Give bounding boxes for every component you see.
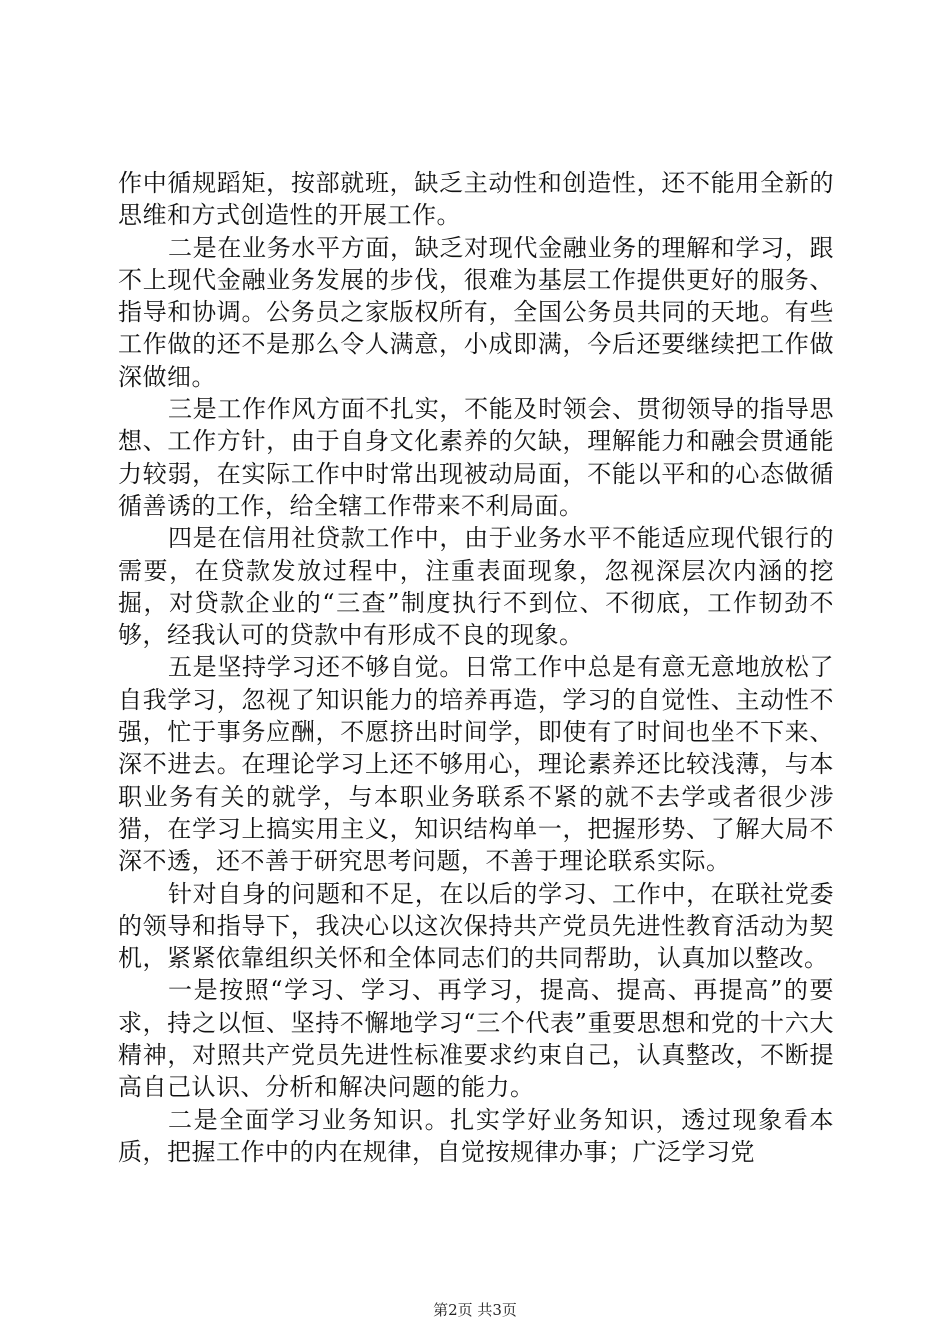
- paragraph-continuation: 作中循规蹈矩，按部就班，缺乏主动性和创造性，还不能用全新的思维和方式创造性的开展工作。: [118, 169, 834, 230]
- paragraph: 二是全面学习业务知识。扎实学好业务知识，透过现象看本质，把握工作中的内在规律，自觉按规律办事；广泛学习党: [118, 1105, 834, 1166]
- paragraph: 一是按照“学习、学习、再学习，提高、提高、再提高”的要求，持之以恒、坚持不懈地学习“三个代表”重要思想和党的十六大精神，对照共产党员先进性标准要求约束自己，认真整改，不断提高自己认识、分析和解决问题的能力。: [118, 976, 834, 1102]
- paragraph: 四是在信用社贷款工作中，由于业务水平不能适应现代银行的需要，在贷款发放过程中，注重表面现象，忽视深层次内涵的挖掘，对贷款企业的“三查”制度执行不到位、不彻底，工作韧劲不够，经我认可的贷款中有形成不良的现象。: [118, 524, 834, 650]
- body-text: [118, 167, 834, 1168]
- paragraph: 五是坚持学习还不够自觉。日常工作中总是有意无意地放松了自我学习，忽视了知识能力的培养再造，学习的自觉性、主动性不强，忙于事务应酬，不愿挤出时间学，即使有了时间也坐不下来、深不进去。在理论学习上还不够用心，理论素养还比较浅薄，与本职业务有关的就学，与本职业务联系不紧的就不去学或者很少涉猎，在学习上搞实用主义，知识结构单一，把握形势、了解大局不深不透，还不善于研究思考问题，不善于理论联系实际。: [118, 653, 834, 876]
- paragraph: 二是在业务水平方面，缺乏对现代金融业务的理解和学习，跟不上现代金融业务发展的步伐，很难为基层工作提供更好的服务、指导和协调。公务员之家版权所有，全国公务员共同的天地。有些工作做的还不是那么令人满意，小成即满，今后还要继续把工作做深做细。: [118, 233, 834, 391]
- paragraph: 三是工作作风方面不扎实，不能及时领会、贯彻领导的指导思想、工作方针，由于自身文化素养的欠缺，理解能力和融会贯通能力较弱，在实际工作中时常出现被动局面，不能以平和的心态做循循善诱的工作，给全辖工作带来不利局面。: [118, 395, 834, 520]
- paragraph: 针对自身的问题和不足，在以后的学习、工作中，在联社党委的领导和指导下，我决心以这次保持共产党员先进性教育活动为契机，紧紧依靠组织关怀和全体同志们的共同帮助，认真加以整改。: [118, 879, 834, 973]
- page-footer: 第2页 共3页: [433, 1301, 517, 1319]
